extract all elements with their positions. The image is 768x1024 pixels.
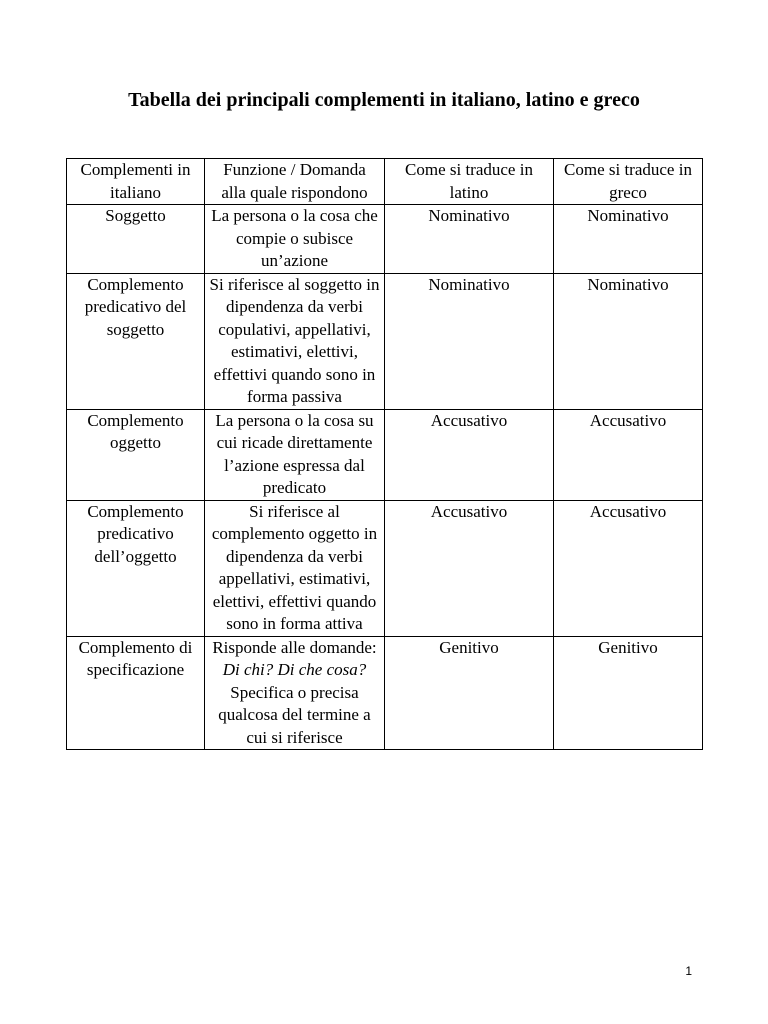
funzione-domande-italic: Di chi? Di che cosa? xyxy=(222,660,367,679)
cell-latino: Accusativo xyxy=(385,500,554,636)
funzione-text: Specifica o precisa qualcosa del termine a cui si riferisce xyxy=(218,682,371,747)
cell-greco: Accusativo xyxy=(554,409,703,500)
cell-funzione: La persona o la cosa che compie o subisce un’azione xyxy=(205,205,385,274)
header-latino: Come si traduce in latino xyxy=(385,159,554,205)
cell-latino: Nominativo xyxy=(385,273,554,409)
cell-greco: Accusativo xyxy=(554,500,703,636)
page-title: Tabella dei principali complementi in italiano, latino e greco xyxy=(128,89,640,111)
header-complementi: Complementi in italiano xyxy=(67,159,205,205)
cell-complemento: Complemento predicativo del soggetto xyxy=(67,273,205,409)
table-row xyxy=(67,205,703,274)
cell-greco: Nominativo xyxy=(554,273,703,409)
cell-complemento: Complemento di specificazione xyxy=(67,636,205,750)
cell-complemento: Soggetto xyxy=(67,205,205,274)
header-greco: Come si traduce in greco xyxy=(554,159,703,205)
header-funzione: Funzione / Domanda alla quale rispondono xyxy=(205,159,385,205)
cell-latino: Nominativo xyxy=(385,205,554,274)
table-row xyxy=(67,409,703,500)
table-row xyxy=(67,500,703,636)
cell-funzione: La persona o la cosa su cui ricade direttamente l’azione espressa dal predicato xyxy=(205,409,385,500)
cell-funzione: Si riferisce al soggetto in dipendenza da verbi copulativi, appellativi, estimativi, elettivi, effettivi quando sono in forma passiva xyxy=(205,273,385,409)
cell-funzione xyxy=(205,636,385,750)
cell-greco: Genitivo xyxy=(554,636,703,750)
cell-complemento: Complemento predicativo dell’oggetto xyxy=(67,500,205,636)
cell-funzione: Si riferisce al complemento oggetto in dipendenza da verbi appellativi, estimativi, elettivi, effettivi quando sono in forma attiva xyxy=(205,500,385,636)
page-number: 1 xyxy=(685,964,692,978)
cell-latino: Genitivo xyxy=(385,636,554,750)
table-header-row xyxy=(67,159,703,205)
funzione-text: Risponde alle domande: xyxy=(212,637,377,657)
complementi-table xyxy=(66,158,703,750)
table-row xyxy=(67,636,703,750)
table-row xyxy=(67,273,703,409)
cell-greco: Nominativo xyxy=(554,205,703,274)
cell-complemento: Complemento oggetto xyxy=(67,409,205,500)
cell-latino: Accusativo xyxy=(385,409,554,500)
